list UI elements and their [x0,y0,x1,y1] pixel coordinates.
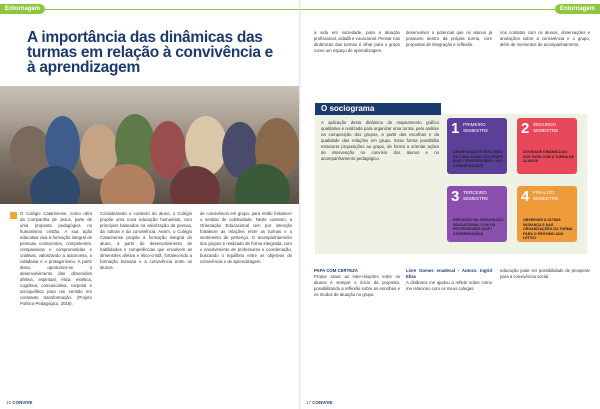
intro-text: O Colégio Catarinense, como obra da Companhia de Jesus, parte de uma proposta pedagógica no humanismo cristão. A sua ação educativa visa à formação integral de pessoas conscientes, competentes, compassivas e comprometidas e criativas, valorizando a autonomia, a cidadania e o protagonismo. A partir disso, oportuniza-se o desenvolvimento das dimensões afetiva, espiritual, ética, estética, cognitiva, comunicativa, corporal e sociopolítica para um sentido em constante transformação. (Projeto Político-Pedagógico, 2018). [20,211,92,306]
semester-label: FINAL DO SEMESTRE [533,190,559,201]
bottom-heading: PAPA COM CERTEZA [314,268,358,273]
body-column-3: de convivência em grupo, para então fortalecer o sentido de coletividade. Neste contexto, a Orientação Educacional tem por intenção fortalecer as relações entre as turmas e o sentimento de pertença. O acompanhamento dos grupos é realizado de forma integrada, com o envolvimento de professores e coordenação, buscando o equilíbrio entre os objetivos de convivência e de aprendizagem. [200,211,292,264]
header-rule [0,9,300,10]
semester-text: REFLEXÃO DA ORIENTAÇÃO EDUCACIONAL COM OS PROFESSORES (SOP / COORDENAÇÃO) [453,218,504,236]
page-number: 17 [306,400,312,405]
semester-number: 2 [521,120,530,137]
semester-card-4 [517,186,577,242]
section-tag: Entornagem [555,4,600,14]
quote-heading: Livre Gomes enadecal - Autora: Ingrid Elias [406,268,492,279]
sociograma-text: A aplicação desta dinâmica de mapeamento gráfico qualitativo é realizada para organizar uma turma, pelo análise na composição dos grupos, a partir das escolhas e da qualidade das relações em grupo. Essa forma possibilita estruturar proposições ao grupo, de forma a orientar ações de intervenção no convívio dos alunos e no acompanhamento pedagógico. [321,120,439,161]
page-footer-right [306,400,333,405]
body-column-2: Considerando o contexto do aluno, o Colégio propõe uma nova educação humanista, com princípios baseados na valorização da pessoa, da cultura e da convivência. Assim, o Colégio Catarinense propõe a formação integral do aluno, a partir do desenvolvimento de habilidades e competências que envolvem as dimensões afetiva e ético-cristã, fortalecendo a formação humana e a convivência entre os alunos. [100,211,192,270]
semester-label: PRIMEIRO SEMESTRE [463,122,489,133]
semester-label: SEGUNDO SEMESTRE [533,122,559,133]
sociograma-box [315,104,587,254]
bullet-square [10,212,17,219]
semester-text: OBSERVAÇÃO E REFLEXÃO DE CADA ALUNO DO GRUPO (SOE / PROFESSORES / SOP / COORDENAÇÃO) [453,150,505,168]
top-column-3: nos contatos com os alunos, observações e anotações sobre a convivência e o grupo, além de momentos de acompanhamento. [500,30,590,47]
right-page [300,0,600,409]
semester-number: 1 [451,120,460,137]
semester-text: ATIVIDADE DINÂMICA DO SOE PARA COM A TURMA DE ALUNOS [523,150,574,164]
semester-text: OBSERVAR A ÚLTIMA MUDANÇA E NAS ORGANIZAÇÕES DA TURMA PARA O PRÓXIMO ANO LETIVO [523,218,573,241]
page-number: 16 [6,400,12,405]
page-footer-left [6,400,33,405]
brand-logo: CONVIVE [12,400,33,405]
semester-card-3 [447,186,507,242]
section-tag: Entornagem [0,4,45,14]
semester-card-1 [447,118,507,174]
group-photo [0,86,300,204]
bottom-text-2: A dinâmica me ajudou a refletir sobre como me relaciono com os meus colegas. [406,280,492,291]
headline: A importância das dinâmicas das turmas em relação à convivência e à aprendizagem [27,29,273,76]
semester-number: 3 [451,188,460,205]
sociograma-title: O sociograma [315,103,441,115]
semester-label: TERCEIRO SEMESTRE [463,190,489,201]
brand-logo: CONVIVE [312,400,333,405]
top-column-1: a vida em sociedade, para a atuação profissional, cidadã e vocacional. Pensar nas dinâmicas das turmas é olhar para o grupo como um espaço de aprendizagem. [314,30,400,53]
top-column-2: desenvolver o potencial que os alunos já possuem dentro da própria turma, com propostas de integração e reflexão. [406,30,492,47]
bottom-column-1 [314,268,400,298]
semester-number: 4 [521,188,530,205]
bottom-column-2 [406,268,492,292]
semester-card-2 [517,118,577,174]
bottom-text-1: Propor situar as inter-relações entre os alunos é sempre o início da proposta, possibilitando a reflexão sobre as escolhas e os modos de atuação no grupo. [314,274,400,297]
bottom-column-3: educação pode ser possibilidade de prosperar para a convivência social. [500,268,590,279]
